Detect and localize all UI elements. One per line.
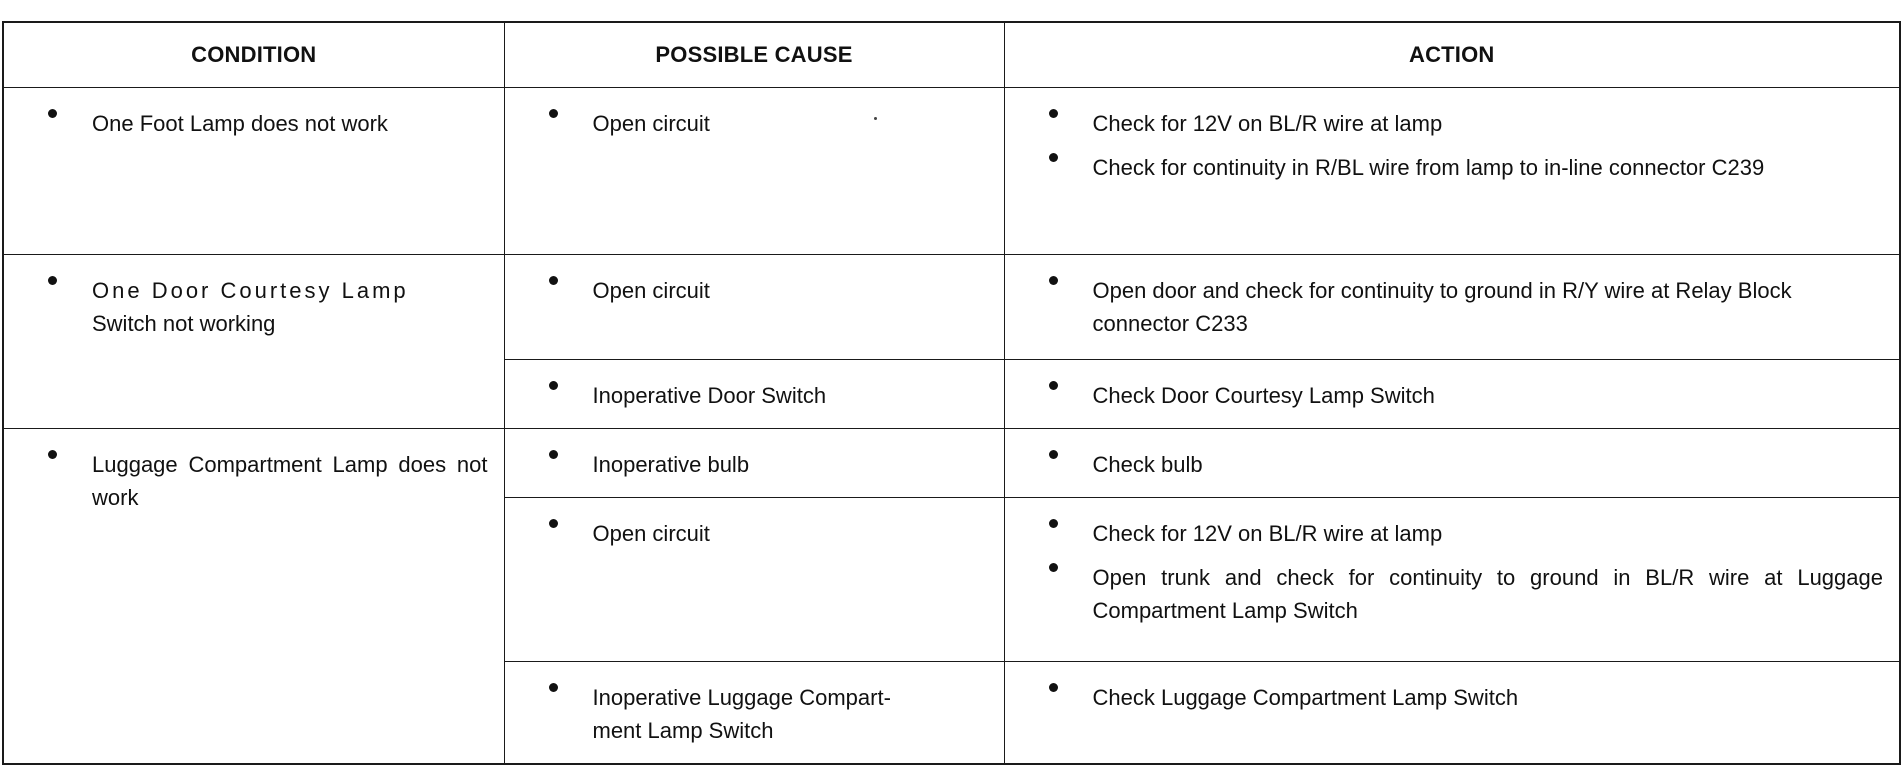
- list-item: [523, 681, 988, 747]
- action-cell: [1004, 429, 1900, 498]
- bullet-icon: [547, 379, 561, 412]
- cause-cell: [504, 360, 1004, 429]
- action-cell: [1004, 255, 1900, 360]
- condition-text: One Door Courtesy Lamp Switch not working: [92, 278, 409, 336]
- list-item: [1023, 274, 1884, 340]
- bullet-icon: [46, 448, 60, 481]
- list-item: [523, 379, 988, 412]
- bullet-icon: [1047, 517, 1061, 550]
- bullet-icon: [1047, 448, 1061, 481]
- list-item: [523, 107, 988, 140]
- bullet-icon: [46, 107, 60, 140]
- bullet-icon: [1047, 107, 1061, 140]
- list-item: [22, 274, 488, 340]
- bullet-icon: [547, 274, 561, 307]
- cause-text: Open circuit: [592, 521, 710, 546]
- bullet-icon: [547, 681, 561, 714]
- list-item: [22, 107, 488, 140]
- bullet-icon: [547, 107, 561, 140]
- diagnosis-table-container: [2, 21, 1899, 765]
- list-item: [22, 448, 488, 514]
- list-item: [523, 517, 988, 550]
- bullet-icon: [1047, 379, 1061, 412]
- action-cell: [1004, 498, 1900, 662]
- list-item: [1023, 448, 1884, 481]
- condition-cell: [3, 255, 504, 429]
- list-item: [1023, 379, 1884, 412]
- action-text: Check Luggage Compartment Lamp Switch: [1092, 685, 1519, 710]
- cause-text: Open circuit: [592, 278, 710, 303]
- action-text: Check for continuity in R/BL wire from lamp to in-line connector C239: [1092, 155, 1765, 180]
- bullet-icon: [46, 274, 60, 307]
- action-cell: [1004, 88, 1900, 255]
- bullet-icon: [547, 517, 561, 550]
- action-cell: [1004, 662, 1900, 765]
- header-condition: CONDITION: [3, 22, 504, 88]
- action-cell: [1004, 360, 1900, 429]
- list-item: [1023, 681, 1884, 714]
- list-item: [523, 448, 988, 481]
- bullet-icon: [1047, 561, 1061, 594]
- list-item: [523, 274, 988, 307]
- cause-cell: [504, 255, 1004, 360]
- condition-cell: [3, 429, 504, 765]
- cause-text: Inoperative bulb: [592, 452, 750, 477]
- cause-cell: [504, 429, 1004, 498]
- bullet-icon: [547, 448, 561, 481]
- action-text: Check for 12V on BL/R wire at lamp: [1092, 521, 1443, 546]
- table-row: [3, 88, 1900, 255]
- cause-cell: [504, 662, 1004, 765]
- action-text: Check Door Courtesy Lamp Switch: [1092, 383, 1435, 408]
- cause-text: Inoperative Luggage Compart- ment Lamp Switch: [592, 685, 891, 743]
- condition-text: Luggage Compartment Lamp does not work: [92, 452, 488, 510]
- condition-cell: [3, 88, 504, 255]
- list-item: [1023, 107, 1884, 140]
- header-action: ACTION: [1004, 22, 1900, 88]
- action-text: Check for 12V on BL/R wire at lamp: [1092, 111, 1443, 136]
- list-item: [1023, 561, 1884, 627]
- header-possible-cause: POSSIBLE CAUSE: [504, 22, 1004, 88]
- scan-speck: [874, 117, 877, 120]
- list-item: [1023, 517, 1884, 550]
- list-item: [1023, 151, 1884, 184]
- table-row: [3, 429, 1900, 498]
- action-text: Open trunk and check for continuity to ground in BL/R wire at Luggage Compartment Lamp Switch: [1092, 565, 1883, 623]
- bullet-icon: [1047, 681, 1061, 714]
- bullet-icon: [1047, 274, 1061, 307]
- cause-text: Open circuit: [592, 111, 710, 136]
- condition-text: One Foot Lamp does not work: [92, 111, 388, 136]
- cause-text: Inoperative Door Switch: [592, 383, 827, 408]
- diagnosis-table: [2, 21, 1901, 765]
- bullet-icon: [1047, 151, 1061, 184]
- action-text: Check bulb: [1092, 452, 1203, 477]
- cause-cell: [504, 498, 1004, 662]
- action-text: Open door and check for continuity to ground in R/Y wire at Relay Block connector C233: [1092, 278, 1792, 336]
- table-row: [3, 255, 1900, 360]
- cause-cell: [504, 88, 1004, 255]
- header-row: [3, 22, 1900, 88]
